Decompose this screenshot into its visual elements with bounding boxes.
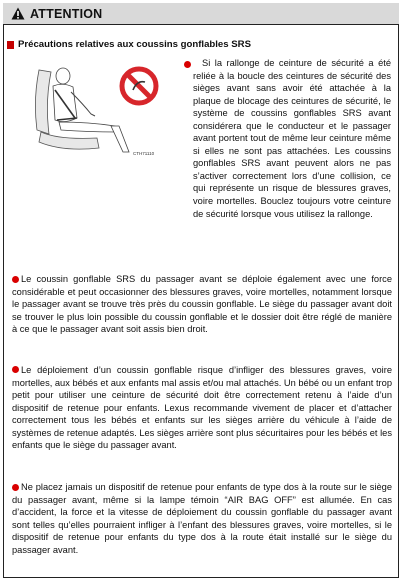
- bullet-text: Le déploiement d’un coussin gonflable risque d’infliger des blessures graves, voire mortelles, aux bébés et aux enfants mal assis et/ou mal attachés. Un bébé ou un enfant trop petit pour utiliser une ceinture de sécurité doit être correctement retenu à l’aide d’un dispositif de retenue pour enfants. Lexus recommande vivement de placer et d’attacher correctement tous les bébés et enfants sur les sièges arrière du véhicule à l’aide de systèmes de retenue adaptés. Les sièges arrière sont plus sécuritaires pour les bébés et les enfants que le siège du passager avant.: [12, 365, 392, 451]
- attention-header: [3, 3, 399, 25]
- illustration: [19, 60, 170, 160]
- attention-title: ATTENTION: [30, 7, 103, 21]
- bullet-text: Si la rallonge de ceinture de sécurité a été reliée à la boucle des ceintures de sécurité des sièges avant sans avoir été attachée à la plaque de blocage des ceintures de sécurité, le système de coussins gonflables SRS avant considérera que le conducteur et le passager avant portent tout de même leur ceinture même si elles ne sont pas attachées. Les coussins gonflables SRS avant peuvent alors ne pas s’activer correctement lors d’une collision, ce qui représente un risque de blessures graves, voire mortelles. Bouclez toujours votre ceinture de sécurité lorsque vous utilisez la rallonge.: [193, 58, 391, 219]
- warning-triangle-icon: [11, 7, 25, 20]
- bullet-text: Le coussin gonflable SRS du passager avant se déploie également avec une force considérable et peut occasionner des blessures graves, voire mortelles, notamment lorsque le passager avant se trouve très près du coussin gonflable. Le siège du passager avant doit se trouver le plus loin possible du coussin gonflable et le dossier doit être réglé de manière à ce que le passager avant soit assis bien droit.: [12, 274, 392, 335]
- bullet-text: Ne placez jamais un dispositif de retenue pour enfants de type dos à la route sur le siège du passager avant, même si la lampe témoin “AIR BAG OFF” est allumée. En cas d’accident, la force et la vitesse de déploiement du coussin gonflable du passager avant sont telles qu’elles pourraient infliger à l’enfant des blessures graves, voire mortelles, si le dispositif de retenue pour enfants du type dos à la route était installé sur le siège du passager avant.: [12, 482, 392, 555]
- section-marker: [7, 41, 14, 49]
- illustration-code: CTH71110: [133, 151, 155, 156]
- section-title: Précautions relatives aux coussins gonflables SRS: [18, 39, 251, 50]
- seated-person-icon: [35, 68, 129, 152]
- prohibition-icon: [122, 69, 156, 103]
- bullet-dot: [184, 61, 191, 68]
